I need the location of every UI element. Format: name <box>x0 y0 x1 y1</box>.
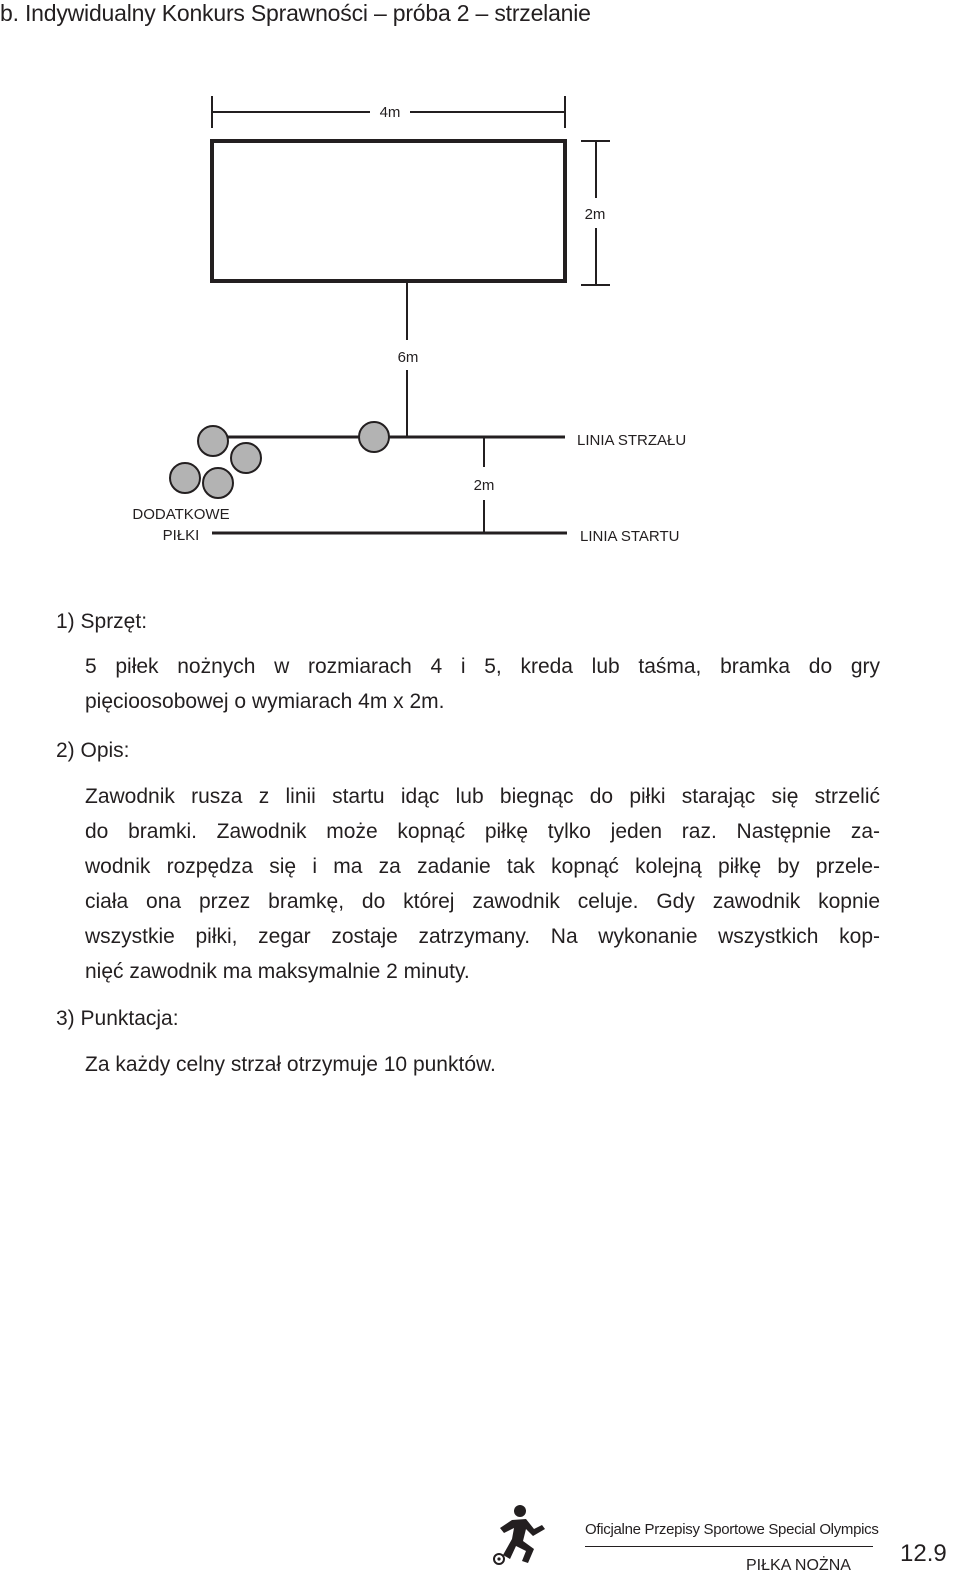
start-line-label: LINIA STARTU <box>580 528 680 545</box>
text-line: pięcioosobowej o wymiarach 4m x 2m. <box>85 690 445 713</box>
field-diagram <box>0 0 960 580</box>
goal-height-dimension <box>581 141 610 285</box>
line-distance-label: 2m <box>473 477 495 494</box>
page-heading: b. Indywidualny Konkurs Sprawności – próba 2 – strzelanie <box>0 0 591 26</box>
section-body-equipment <box>85 649 880 719</box>
goal-width-label: 4m <box>379 104 401 121</box>
text-line: Zawodnik rusza z linii startu idąc lub biegnąc do piłki starając się strzelić <box>85 785 880 808</box>
ball <box>170 463 200 493</box>
section-title-scoring: 3) Punktacja: <box>56 1007 179 1030</box>
footer-divider <box>585 1546 873 1547</box>
goal-width-dimension <box>212 96 565 128</box>
ball <box>231 443 261 473</box>
text-line: do bramki. Zawodnik może kopnąć piłkę tylko jeden raz. Następnie za- <box>85 820 880 843</box>
text-line: 5 piłek nożnych w rozmiarach 4 i 5, kreda lub taśma, bramka do gry <box>85 655 880 678</box>
section-body-scoring <box>85 1047 880 1082</box>
extra-balls-label-line1: DODATKOWE <box>132 506 230 523</box>
line-distance-dimension <box>474 437 495 533</box>
footer-sport: PIŁKA NOŻNA <box>746 1557 851 1574</box>
ball <box>203 468 233 498</box>
section-body-description <box>85 779 880 989</box>
ball <box>198 426 228 456</box>
section-title-equipment: 1) Sprzęt: <box>56 610 148 633</box>
text-line: Za każdy celny strzał otrzymuje 10 punktów. <box>85 1053 496 1076</box>
ball <box>359 422 389 452</box>
goal-distance-label: 6m <box>397 349 419 366</box>
goal-distance-dimension <box>398 283 419 437</box>
text-line: nięć zawodnik ma maksymalnie 2 minuty. <box>85 960 470 983</box>
extra-balls-label-line2: PIŁKI <box>162 527 200 544</box>
text-line: wodnik rozpędza się i ma za zadanie tak kopnąć kolejną piłkę by przele- <box>85 855 880 878</box>
section-title-description: 2) Opis: <box>56 739 130 762</box>
shooting-line-label: LINIA STRZAŁU <box>577 432 687 449</box>
footer-title: Oficjalne Przepisy Sportowe Special Olympics <box>585 1521 879 1538</box>
goal-height-label: 2m <box>584 206 606 223</box>
soccer-player-icon <box>490 1503 550 1565</box>
goal-rectangle <box>212 141 565 281</box>
page-number: 12.9 <box>900 1540 947 1567</box>
balls <box>170 422 389 498</box>
text-line: ciała ona przez bramkę, do której zawodnik celuje. Gdy zawodnik kopnie <box>85 890 880 913</box>
text-line: wszystkie piłki, zegar zostaje zatrzymany. Na wykonanie wszystkich kop- <box>85 925 880 948</box>
